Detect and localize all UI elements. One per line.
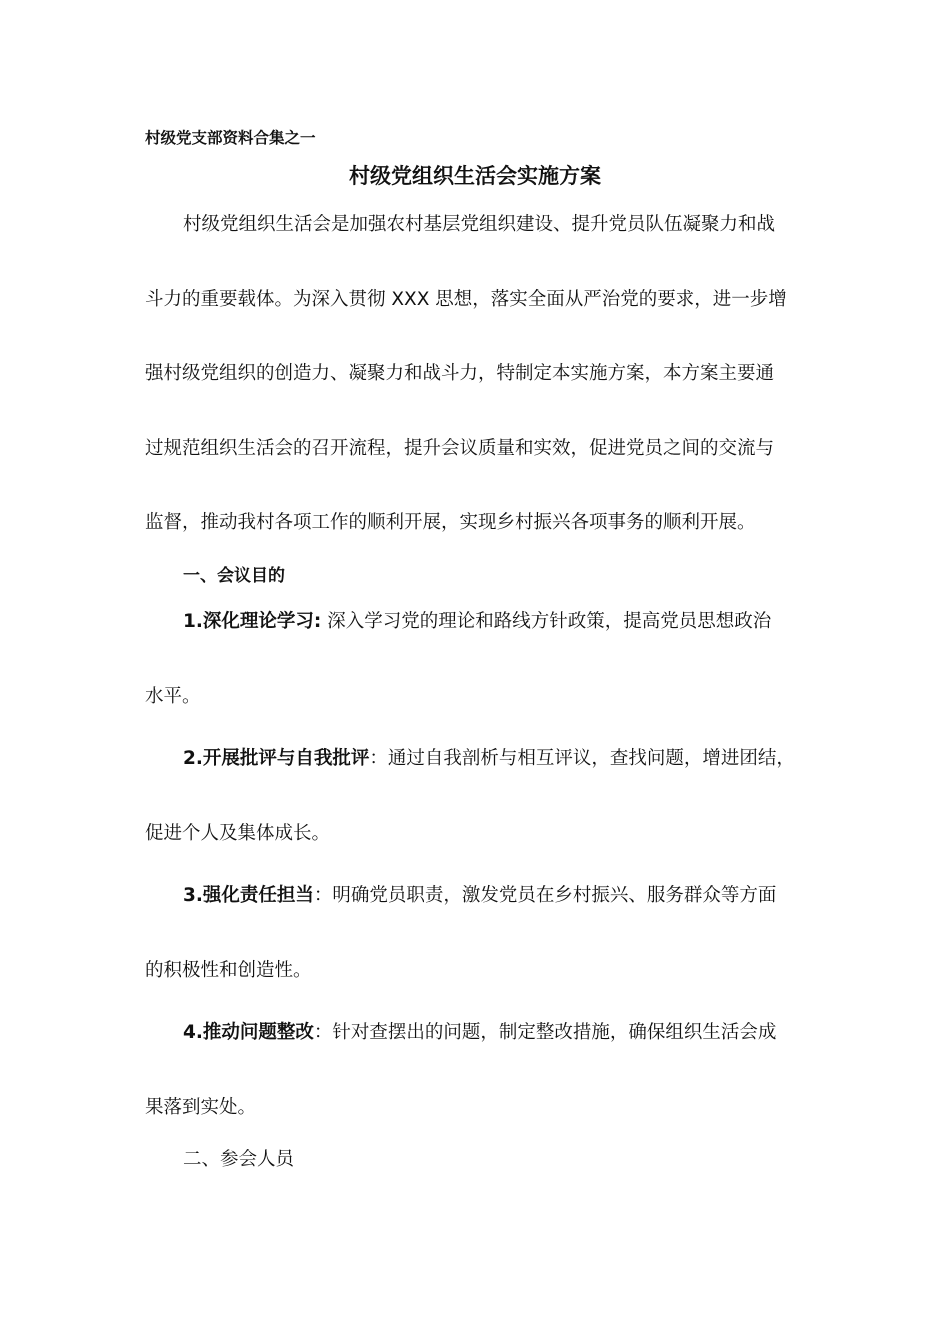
- purpose-item-2-continuation: 促进个人及集体成长。: [145, 823, 331, 844]
- purpose-item-1-text: 深入学习党的理论和路线方针政策，提高党员思想政治: [321, 611, 772, 632]
- intro-line-2: 斗力的重要载体。为深入贯彻 XXX 思想，落实全面从严治党的要求，进一步增: [145, 289, 787, 310]
- purpose-item-2-text: ：通过自我剖析与相互评议，查找问题，增进团结，: [369, 748, 795, 769]
- document-title: 村级党组织生活会实施方案: [349, 164, 601, 188]
- purpose-item-2-label: 2.开展批评与自我批评: [183, 748, 370, 769]
- purpose-item-2: [183, 746, 795, 772]
- section-heading-purpose: 一、会议目的: [183, 566, 285, 586]
- intro-line-4: 过规范组织生活会的召开流程，提升会议质量和实效，促进党员之间的交流与: [145, 438, 775, 459]
- intro-line-5: 监督，推动我村各项工作的顺利开展，实现乡村振兴各项事务的顺利开展。: [145, 512, 756, 533]
- purpose-item-4-text: ：针对查摆出的问题，制定整改措施，确保组织生活会成: [313, 1022, 777, 1043]
- purpose-item-3: [183, 883, 776, 909]
- purpose-item-3-label: 3.强化责任担当: [183, 885, 314, 906]
- purpose-item-3-text: ：明确党员职责，激发党员在乡村振兴、服务群众等方面: [313, 885, 777, 906]
- intro-line-3: 强村级党组织的创造力、凝聚力和战斗力，特制定本实施方案，本方案主要通: [145, 363, 775, 384]
- purpose-item-4-label: 4.推动问题整改: [183, 1022, 314, 1043]
- intro-line-1: 村级党组织生活会是加强农村基层党组织建设、提升党员队伍凝聚力和战: [183, 214, 776, 235]
- section-heading-attendees: 二、参会人员: [183, 1149, 295, 1170]
- purpose-item-1-continuation: 水平。: [145, 686, 201, 707]
- collection-title: 村级党支部资料合集之一: [145, 129, 316, 147]
- purpose-item-1: [183, 609, 771, 635]
- purpose-item-1-label: 1.深化理论学习:: [183, 611, 322, 632]
- purpose-item-3-continuation: 的积极性和创造性。: [145, 960, 312, 981]
- purpose-item-4: [183, 1020, 776, 1046]
- purpose-item-4-continuation: 果落到实处。: [145, 1097, 257, 1118]
